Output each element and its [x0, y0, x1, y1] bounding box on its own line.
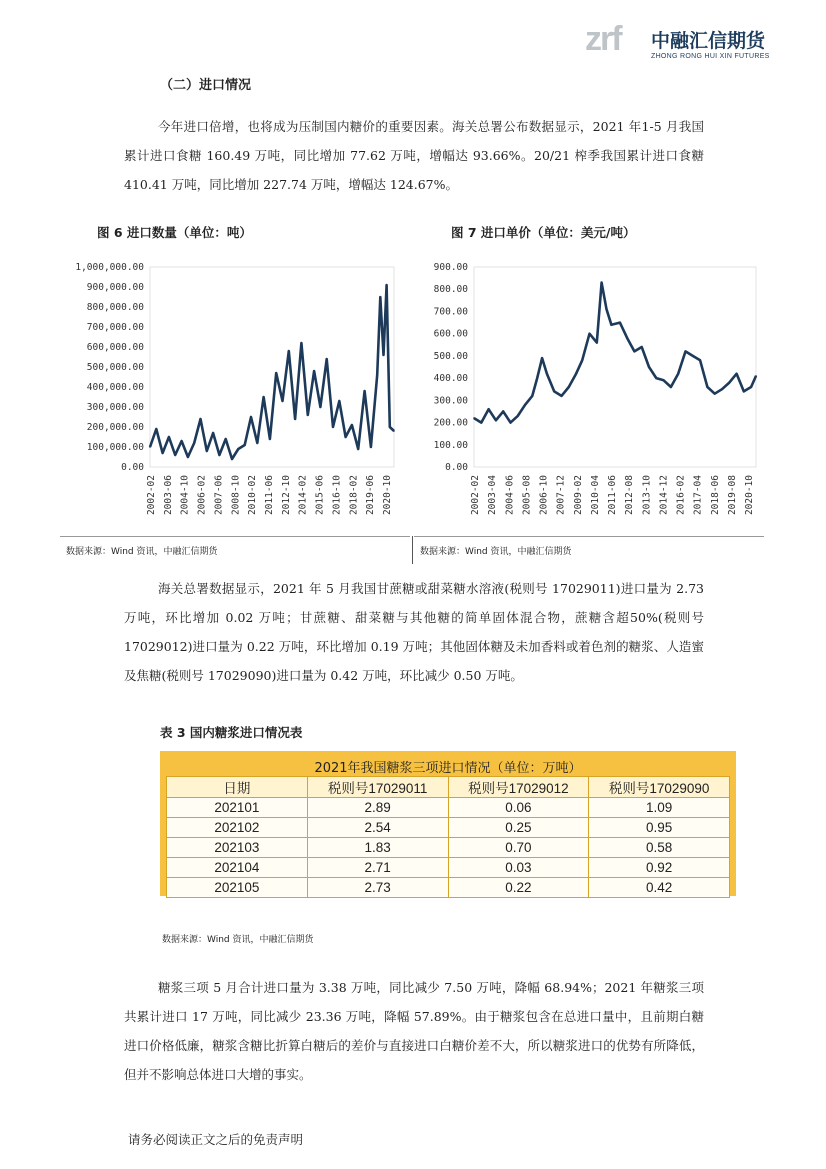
- data-point: [656, 377, 658, 379]
- import-volume-chart: [58, 245, 408, 535]
- table-row: [167, 838, 730, 858]
- figure-divider-left: [60, 536, 410, 537]
- data-point: [502, 411, 504, 413]
- y-tick-label: 100.00: [433, 439, 468, 451]
- table-cell: 0.03: [448, 858, 589, 878]
- x-tick-label: 2002-02: [146, 475, 157, 516]
- plot-area: [150, 267, 394, 467]
- table-cell: 202105: [167, 878, 308, 898]
- table-cell: 2.89: [307, 798, 448, 818]
- import-price-chart: [418, 245, 768, 535]
- data-point: [677, 373, 679, 375]
- data-point: [641, 346, 643, 348]
- data-point: [282, 400, 284, 402]
- data-point: [575, 373, 577, 375]
- series-line: [474, 283, 756, 423]
- table-cell: 202102: [167, 818, 308, 838]
- figure-divider-right: [414, 536, 764, 537]
- x-tick-label: 2011-06: [264, 475, 275, 516]
- x-tick-label: 2015-06: [314, 475, 326, 516]
- table-cell: 2.73: [307, 878, 448, 898]
- table-cell: 202101: [167, 798, 308, 818]
- data-point: [275, 372, 277, 374]
- data-point: [339, 400, 341, 402]
- series-line: [150, 285, 394, 459]
- data-point: [313, 370, 315, 372]
- data-point: [393, 430, 395, 432]
- data-point: [200, 418, 202, 420]
- table-cell: 0.42: [589, 878, 730, 898]
- data-point: [288, 350, 290, 352]
- syrup-import-table: [166, 756, 730, 898]
- data-point: [389, 426, 391, 428]
- data-point: [561, 395, 563, 397]
- x-tick-label: 2006-10: [538, 475, 550, 516]
- data-point: [736, 373, 738, 375]
- data-point: [250, 416, 252, 418]
- y-tick-label: 400.00: [433, 373, 468, 385]
- section-title: （二）进口情况: [160, 78, 252, 93]
- x-tick-label: 2017-04: [692, 475, 704, 516]
- data-point: [263, 396, 265, 398]
- data-point: [670, 386, 672, 388]
- data-point: [553, 391, 555, 393]
- data-point: [332, 426, 334, 428]
- data-point: [721, 388, 723, 390]
- x-tick-label: 2018-06: [709, 475, 721, 516]
- y-tick-label: 400,000.00: [86, 382, 144, 393]
- x-tick-label: 2004-06: [504, 475, 516, 516]
- x-tick-label: 2013-10: [641, 475, 653, 516]
- data-point: [581, 360, 583, 362]
- company-logo: [585, 18, 785, 64]
- data-point: [301, 342, 303, 344]
- y-tick-label: 500.00: [433, 350, 468, 362]
- data-point: [488, 408, 490, 410]
- data-point: [187, 456, 189, 458]
- table-cell: 0.25: [448, 818, 589, 838]
- data-point: [707, 386, 709, 388]
- data-point: [376, 374, 378, 376]
- data-point: [345, 436, 347, 438]
- x-tick-label: 2014-02: [297, 475, 309, 516]
- x-tick-label: 2011-06: [607, 475, 618, 516]
- data-point: [743, 391, 745, 393]
- table-3-title: 表 3 国内糖浆进口情况表: [160, 725, 303, 740]
- y-tick-label: 0.00: [445, 462, 468, 473]
- table-cell: 1.09: [589, 798, 730, 818]
- data-point: [357, 448, 359, 450]
- data-point: [568, 386, 570, 388]
- data-point: [546, 373, 548, 375]
- logo-mark: [585, 20, 621, 59]
- y-tick-label: 800,000.00: [86, 302, 144, 313]
- syrup-import-table-panel: [160, 751, 736, 896]
- data-point: [663, 380, 665, 382]
- table-cell: 0.06: [448, 798, 589, 818]
- y-tick-label: 900.00: [433, 262, 468, 273]
- data-point: [351, 424, 353, 426]
- data-point: [156, 428, 158, 430]
- paragraph-2: 海关总署数据显示，2021 年 5 月我国甘蔗糖或甜菜糖水溶液(税则号 17029011)进口量为 2.73 万吨，环比增加 0.02 万吨；甘蔗糖、甜菜糖与其他糖的简单固体混合物，蔗糖含超50%(税则号 17029012)进口量为 0.22 万吨，环比增加 0.19 万吨；其他固体糖及未加香料或着色剂的糖浆、人造蜜及焦糖(税则号 17029090)进口量为 0.42 万吨，环比减少 0.50 万吨。: [124, 581, 704, 683]
- x-tick-label: 2009-02: [572, 475, 584, 516]
- x-tick-label: 2005-08: [521, 475, 533, 516]
- table-caption: 2021年我国糖浆三项进口情况（单位：万吨）: [167, 756, 730, 777]
- data-point: [699, 360, 701, 362]
- table-cell: 0.22: [448, 878, 589, 898]
- figure-7-title: 图 7 进口单价（单位：美元/吨）: [451, 225, 636, 240]
- table-cell: 1.83: [307, 838, 448, 858]
- data-point: [692, 355, 694, 357]
- x-tick-label: 2016-02: [675, 475, 687, 516]
- y-tick-label: 500,000.00: [86, 362, 144, 373]
- data-point: [619, 322, 621, 324]
- figure-6-chart: [58, 245, 408, 539]
- paragraph-3: 糖浆三项 5 月合计进口量为 3.38 万吨，同比减少 7.50 万吨，降幅 68.94%；2021 年糖浆三项共累计进口 17 万吨，同比减少 23.36 万吨，降幅 57.89%。由于糖浆包含在总进口量中，且前期白糖进口价格低廉，糖浆含糖比折算白糖后的差价与直接进口白糖价差不大，所以糖浆进口的优势有所降低，但并不影响总体进口大增的事实。: [124, 980, 704, 1082]
- figure-divider-vertical: [412, 536, 413, 564]
- data-point: [601, 282, 603, 284]
- table-row: [167, 858, 730, 878]
- data-point: [386, 284, 388, 286]
- data-point: [174, 454, 176, 456]
- figure-6-title: 图 6 进口数量（单位：吨）: [97, 225, 252, 240]
- data-point: [212, 432, 214, 434]
- data-point: [244, 444, 246, 446]
- y-tick-label: 200.00: [433, 417, 468, 429]
- table-3-source: 数据来源：Wind 资讯，中融汇信期货: [162, 935, 314, 945]
- data-point: [307, 414, 309, 416]
- x-tick-label: 2020-10: [382, 475, 393, 516]
- table-cell: 2.54: [307, 818, 448, 838]
- y-tick-label: 0.00: [121, 462, 144, 473]
- data-point: [269, 438, 271, 440]
- y-tick-label: 600.00: [433, 328, 468, 340]
- data-point: [181, 440, 183, 442]
- x-tick-label: 2008-10: [230, 475, 242, 516]
- y-tick-label: 100,000.00: [86, 442, 144, 453]
- data-point: [517, 415, 519, 417]
- y-tick-label: 600,000.00: [86, 342, 144, 353]
- data-point: [524, 404, 526, 406]
- table-row: [167, 798, 730, 818]
- company-name-en: ZHONG RONG HUI XIN FUTURES: [651, 53, 770, 60]
- data-point: [495, 420, 497, 422]
- table-cell: 0.70: [448, 838, 589, 858]
- figure-7-chart: [418, 245, 768, 539]
- x-tick-label: 2016-10: [331, 475, 343, 516]
- x-tick-label: 2010-04: [589, 475, 601, 516]
- x-tick-label: 2019-08: [726, 475, 738, 516]
- data-point: [380, 296, 382, 298]
- data-point: [193, 442, 195, 444]
- data-point: [370, 446, 372, 448]
- table-cell: 202104: [167, 858, 308, 878]
- disclaimer-footer: 请务必阅读正文之后的免责声明: [128, 1132, 304, 1147]
- y-tick-label: 800.00: [433, 284, 468, 296]
- data-point: [225, 438, 227, 440]
- plot-area: [474, 267, 756, 467]
- x-tick-label: 2007-06: [213, 475, 225, 516]
- data-point: [728, 382, 730, 384]
- data-point: [320, 406, 322, 408]
- logo-mark-text: zrf: [585, 20, 621, 58]
- data-point: [532, 395, 534, 397]
- data-point: [685, 351, 687, 353]
- table-cell: 0.92: [589, 858, 730, 878]
- data-point: [256, 442, 258, 444]
- data-point: [589, 333, 591, 335]
- y-tick-label: 900,000.00: [86, 282, 144, 293]
- column-header-17029011: 税则号17029011: [307, 777, 448, 798]
- data-point: [294, 418, 296, 420]
- table-row: [167, 818, 730, 838]
- x-tick-label: 2007-12: [555, 475, 567, 516]
- column-header-date: 日期: [167, 777, 308, 798]
- data-point: [326, 358, 328, 360]
- data-point: [596, 342, 598, 344]
- data-point: [611, 324, 613, 326]
- table-cell: 0.95: [589, 818, 730, 838]
- x-tick-label: 2003-04: [487, 475, 499, 516]
- column-header-17029090: 税则号17029090: [589, 777, 730, 798]
- data-point: [219, 454, 221, 456]
- data-point: [634, 351, 636, 353]
- table-cell: 2.71: [307, 858, 448, 878]
- data-point: [510, 422, 512, 424]
- y-tick-label: 700,000.00: [86, 322, 144, 333]
- table-cell: 202103: [167, 838, 308, 858]
- data-point: [750, 386, 752, 388]
- table-row: [167, 878, 730, 898]
- y-tick-label: 1,000,000.00: [75, 262, 144, 273]
- company-name-cn: 中融汇信期货: [651, 30, 766, 52]
- data-point: [168, 436, 170, 438]
- data-point: [149, 446, 151, 448]
- x-tick-label: 2018-02: [348, 475, 360, 516]
- y-tick-label: 700.00: [433, 306, 468, 318]
- data-point: [206, 450, 208, 452]
- data-point: [606, 308, 608, 310]
- data-point: [162, 452, 164, 454]
- data-point: [714, 393, 716, 395]
- data-point: [231, 458, 233, 460]
- data-point: [473, 417, 475, 419]
- y-tick-label: 200,000.00: [86, 422, 144, 433]
- x-tick-label: 2010-02: [247, 475, 259, 516]
- y-tick-label: 300,000.00: [86, 402, 144, 413]
- data-point: [648, 366, 650, 368]
- data-point: [238, 448, 240, 450]
- x-tick-label: 2006-02: [196, 475, 208, 516]
- paragraph-1: 今年进口倍增，也将成为压制国内糖价的重要因素。海关总署公布数据显示，2021 年1-5 月我国累计进口食糖 160.49 万吨，同比增加 77.62 万吨，增幅达 93.66%。20/21 榨季我国累计进口食糖 410.41 万吨，同比增加 227.74 万吨，增幅达 124.67%。: [124, 119, 704, 192]
- x-tick-label: 2002-02: [470, 475, 481, 516]
- x-tick-label: 2012-08: [624, 475, 636, 516]
- data-point: [383, 354, 385, 356]
- figure-7-source: 数据来源：Wind 资讯，中融汇信期货: [420, 547, 572, 557]
- y-tick-label: 300.00: [433, 395, 468, 407]
- column-header-17029012: 税则号17029012: [448, 777, 589, 798]
- data-point: [626, 337, 628, 339]
- x-tick-label: 2012-10: [280, 475, 292, 516]
- x-tick-label: 2003-06: [162, 475, 174, 516]
- x-tick-label: 2004-10: [179, 475, 191, 516]
- figure-6-source: 数据来源：Wind 资讯，中融汇信期货: [66, 547, 218, 557]
- data-point: [364, 390, 366, 392]
- data-point: [480, 422, 482, 424]
- x-tick-label: 2020-10: [744, 475, 755, 516]
- data-point: [536, 377, 538, 379]
- data-point: [541, 357, 543, 359]
- table-cell: 0.58: [589, 838, 730, 858]
- table-header-row: [167, 777, 730, 798]
- x-tick-label: 2019-06: [365, 475, 377, 516]
- data-point: [755, 375, 757, 377]
- x-tick-label: 2014-12: [658, 475, 670, 516]
